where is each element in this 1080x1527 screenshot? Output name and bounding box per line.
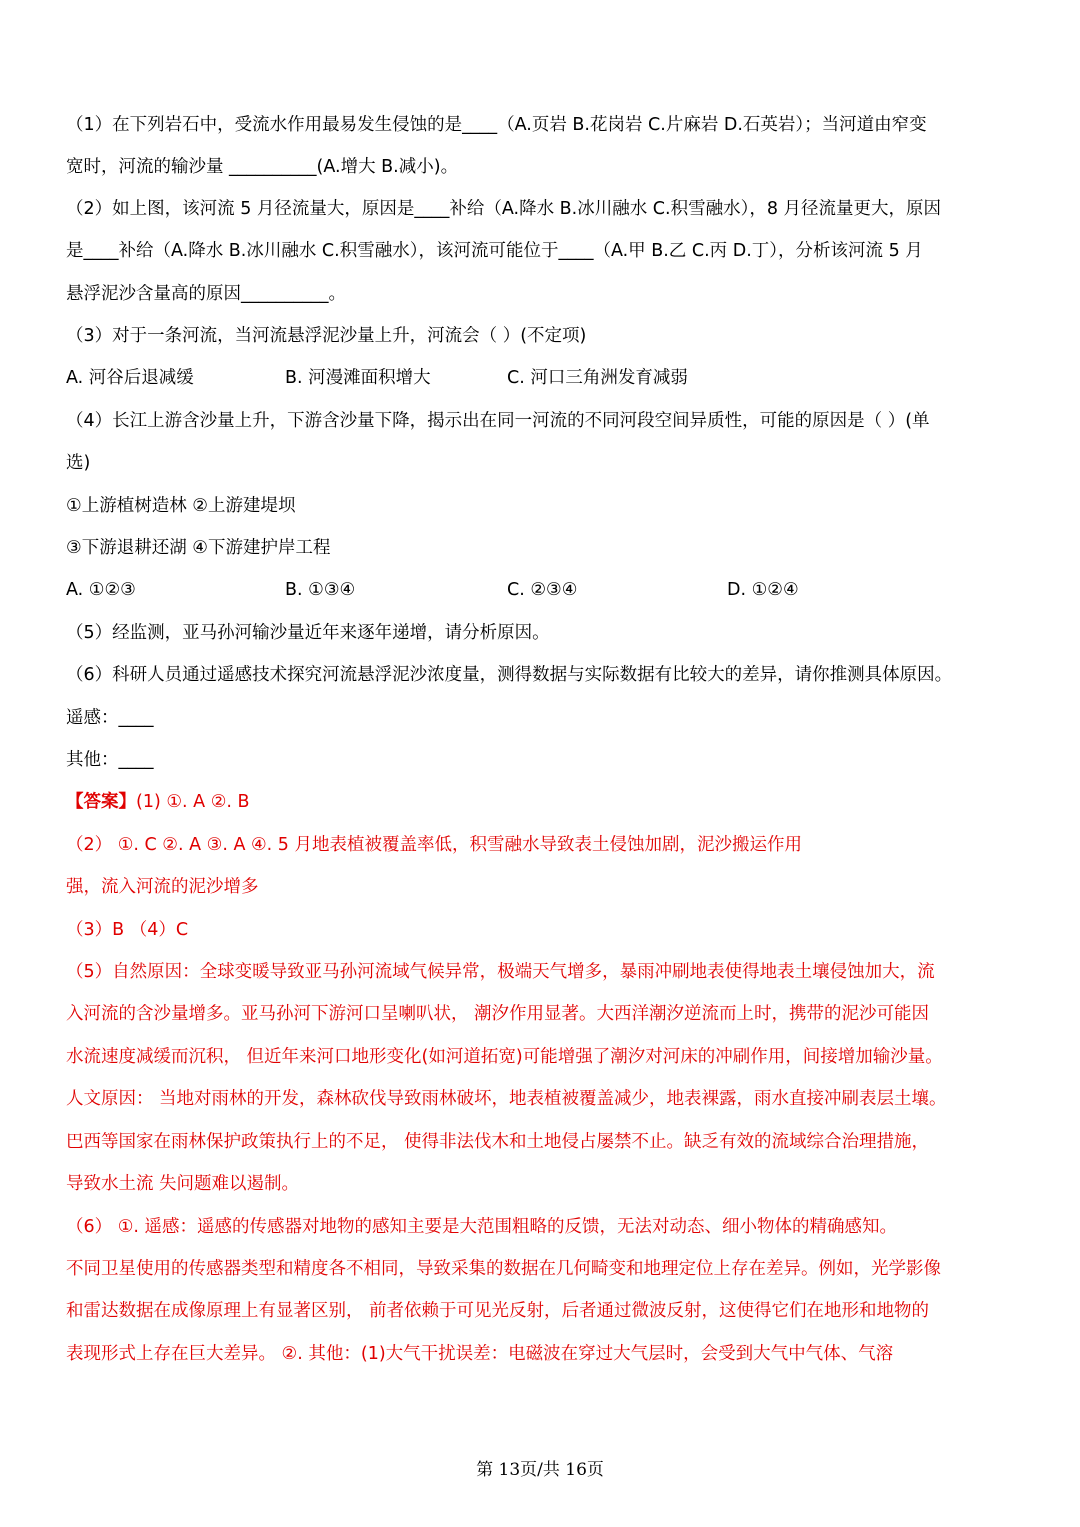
answer-tag: 【答案】 bbox=[66, 792, 136, 812]
q4-line-1: （4）长江上游含沙量上升，下游含沙量下降，揭示出在同一河流的不同河段空间异质性，可能的原因是（ ）(单 bbox=[66, 411, 930, 431]
answer-2-line-2: 强，流入河流的泥沙增多 bbox=[66, 877, 259, 897]
q2-line-2: 是____补给（A.降水 B.冰川融水 C.积雪融水），该河流可能位于____（A.甲 B.乙 C.丙 D.丁），分析该河流 5 月 bbox=[66, 241, 923, 261]
q4-items-line-2: ③下游退耕还湖 ④下游建护岸工程 bbox=[66, 538, 331, 558]
answer-5-line-3: 水流速度减缓而沉积， 但近年来河口地形变化(如河道拓宽)可能增强了潮汐对河床的冲刷作用，间接增加输沙量。 bbox=[66, 1047, 943, 1067]
answer-6-line-4: 表现形式上存在巨大差异。 ②. 其他：(1)大气干扰误差：电磁波在穿过大气层时，会受到大气中气体、气溶 bbox=[66, 1344, 894, 1364]
answer-5-line-6: 导致水土流 失问题难以遏制。 bbox=[66, 1174, 300, 1194]
q4-option-b: B. ①③④ bbox=[285, 580, 356, 600]
answer-3-4-line: （3）B （4）C bbox=[66, 920, 189, 940]
page-number-footer: 第 13页/共 16页 bbox=[476, 1460, 604, 1480]
q1-line-1: （1）在下列岩石中，受流水作用最易发生侵蚀的是____（A.页岩 B.花岗岩 C.片麻岩 D.石英岩）；当河道由窄变 bbox=[66, 115, 927, 135]
q4-option-c: C. ②③④ bbox=[507, 580, 578, 600]
answer-6-line-2: 不同卫星使用的传感器类型和精度各不相同，导致采集的数据在几何畸变和地理定位上存在差异。例如，光学影像 bbox=[66, 1259, 941, 1279]
q4-option-a: A. ①②③ bbox=[66, 580, 136, 600]
q4-items-line-1: ①上游植树造林 ②上游建堤坝 bbox=[66, 496, 296, 516]
q5-line-1: （5）经监测，亚马孙河输沙量近年来逐年递增，请分析原因。 bbox=[66, 623, 550, 643]
answer-6-line-3: 和雷达数据在成像原理上有显著区别， 前者依赖于可见光反射，后者通过微波反射，这使得它们在地形和地物的 bbox=[66, 1301, 930, 1321]
q3-option-b: B. 河漫滩面积增大 bbox=[285, 368, 431, 388]
q3-option-c: C. 河口三角洲发育减弱 bbox=[507, 368, 688, 388]
q2-line-3: 悬浮泥沙含量高的原因__________。 bbox=[66, 284, 346, 304]
answer-5-line-1: （5）自然原因：全球变暖导致亚马孙河流域气候异常，极端天气增多，暴雨冲刷地表使得地表土壤侵蚀加大，流 bbox=[66, 962, 935, 982]
q6-line-3: 其他：____ bbox=[66, 750, 154, 770]
answer-2-line-1: （2） ①. C ②. A ③. A ④. 5 月地表植被覆盖率低，积雪融水导致表土侵蚀加剧，泥沙搬运作用 bbox=[66, 835, 802, 855]
answer-1-values: (1) ①. A ②. B bbox=[136, 792, 250, 812]
q4-option-d: D. ①②④ bbox=[727, 580, 799, 600]
q4-line-2: 选) bbox=[66, 453, 91, 473]
answer-1-line bbox=[66, 790, 1020, 814]
answer-6-line-1: （6） ①. 遥感：遥感的传感器对地物的感知主要是大范围粗略的反馈，无法对动态、细小物体的精确感知。 bbox=[66, 1217, 898, 1237]
q6-line-1: （6）科研人员通过遥感技术探究河流悬浮泥沙浓度量，测得数据与实际数据有比较大的差异，请你推测具体原因。 bbox=[66, 665, 953, 685]
answer-5-line-5: 巴西等国家在雨林保护政策执行上的不足， 使得非法伐木和土地侵占屡禁不止。缺乏有效的流域综合治理措施， bbox=[66, 1132, 930, 1152]
q1-line-2: 宽时，河流的输沙量 __________(A.增大 B.减小)。 bbox=[66, 157, 459, 177]
answer-5-line-4: 人文原因： 当地对雨林的开发，森林砍伐导致雨林破坏，地表植被覆盖减少，地表裸露，雨水直接冲刷表层土壤。 bbox=[66, 1089, 947, 1109]
q3-option-a: A. 河谷后退减缓 bbox=[66, 368, 194, 388]
q6-line-2: 遥感：____ bbox=[66, 708, 154, 728]
q2-line-1: （2）如上图，该河流 5 月径流量大，原因是____补给（A.降水 B.冰川融水 C.积雪融水），8 月径流量更大，原因 bbox=[66, 199, 942, 219]
q3-line-1: （3）对于一条河流，当河流悬浮泥沙量上升，河流会（ ）(不定项) bbox=[66, 326, 587, 346]
answer-5-line-2: 入河流的含沙量增多。亚马孙河下游河口呈喇叭状， 潮汐作用显著。大西洋潮汐逆流而上时，携带的泥沙可能因 bbox=[66, 1004, 930, 1024]
